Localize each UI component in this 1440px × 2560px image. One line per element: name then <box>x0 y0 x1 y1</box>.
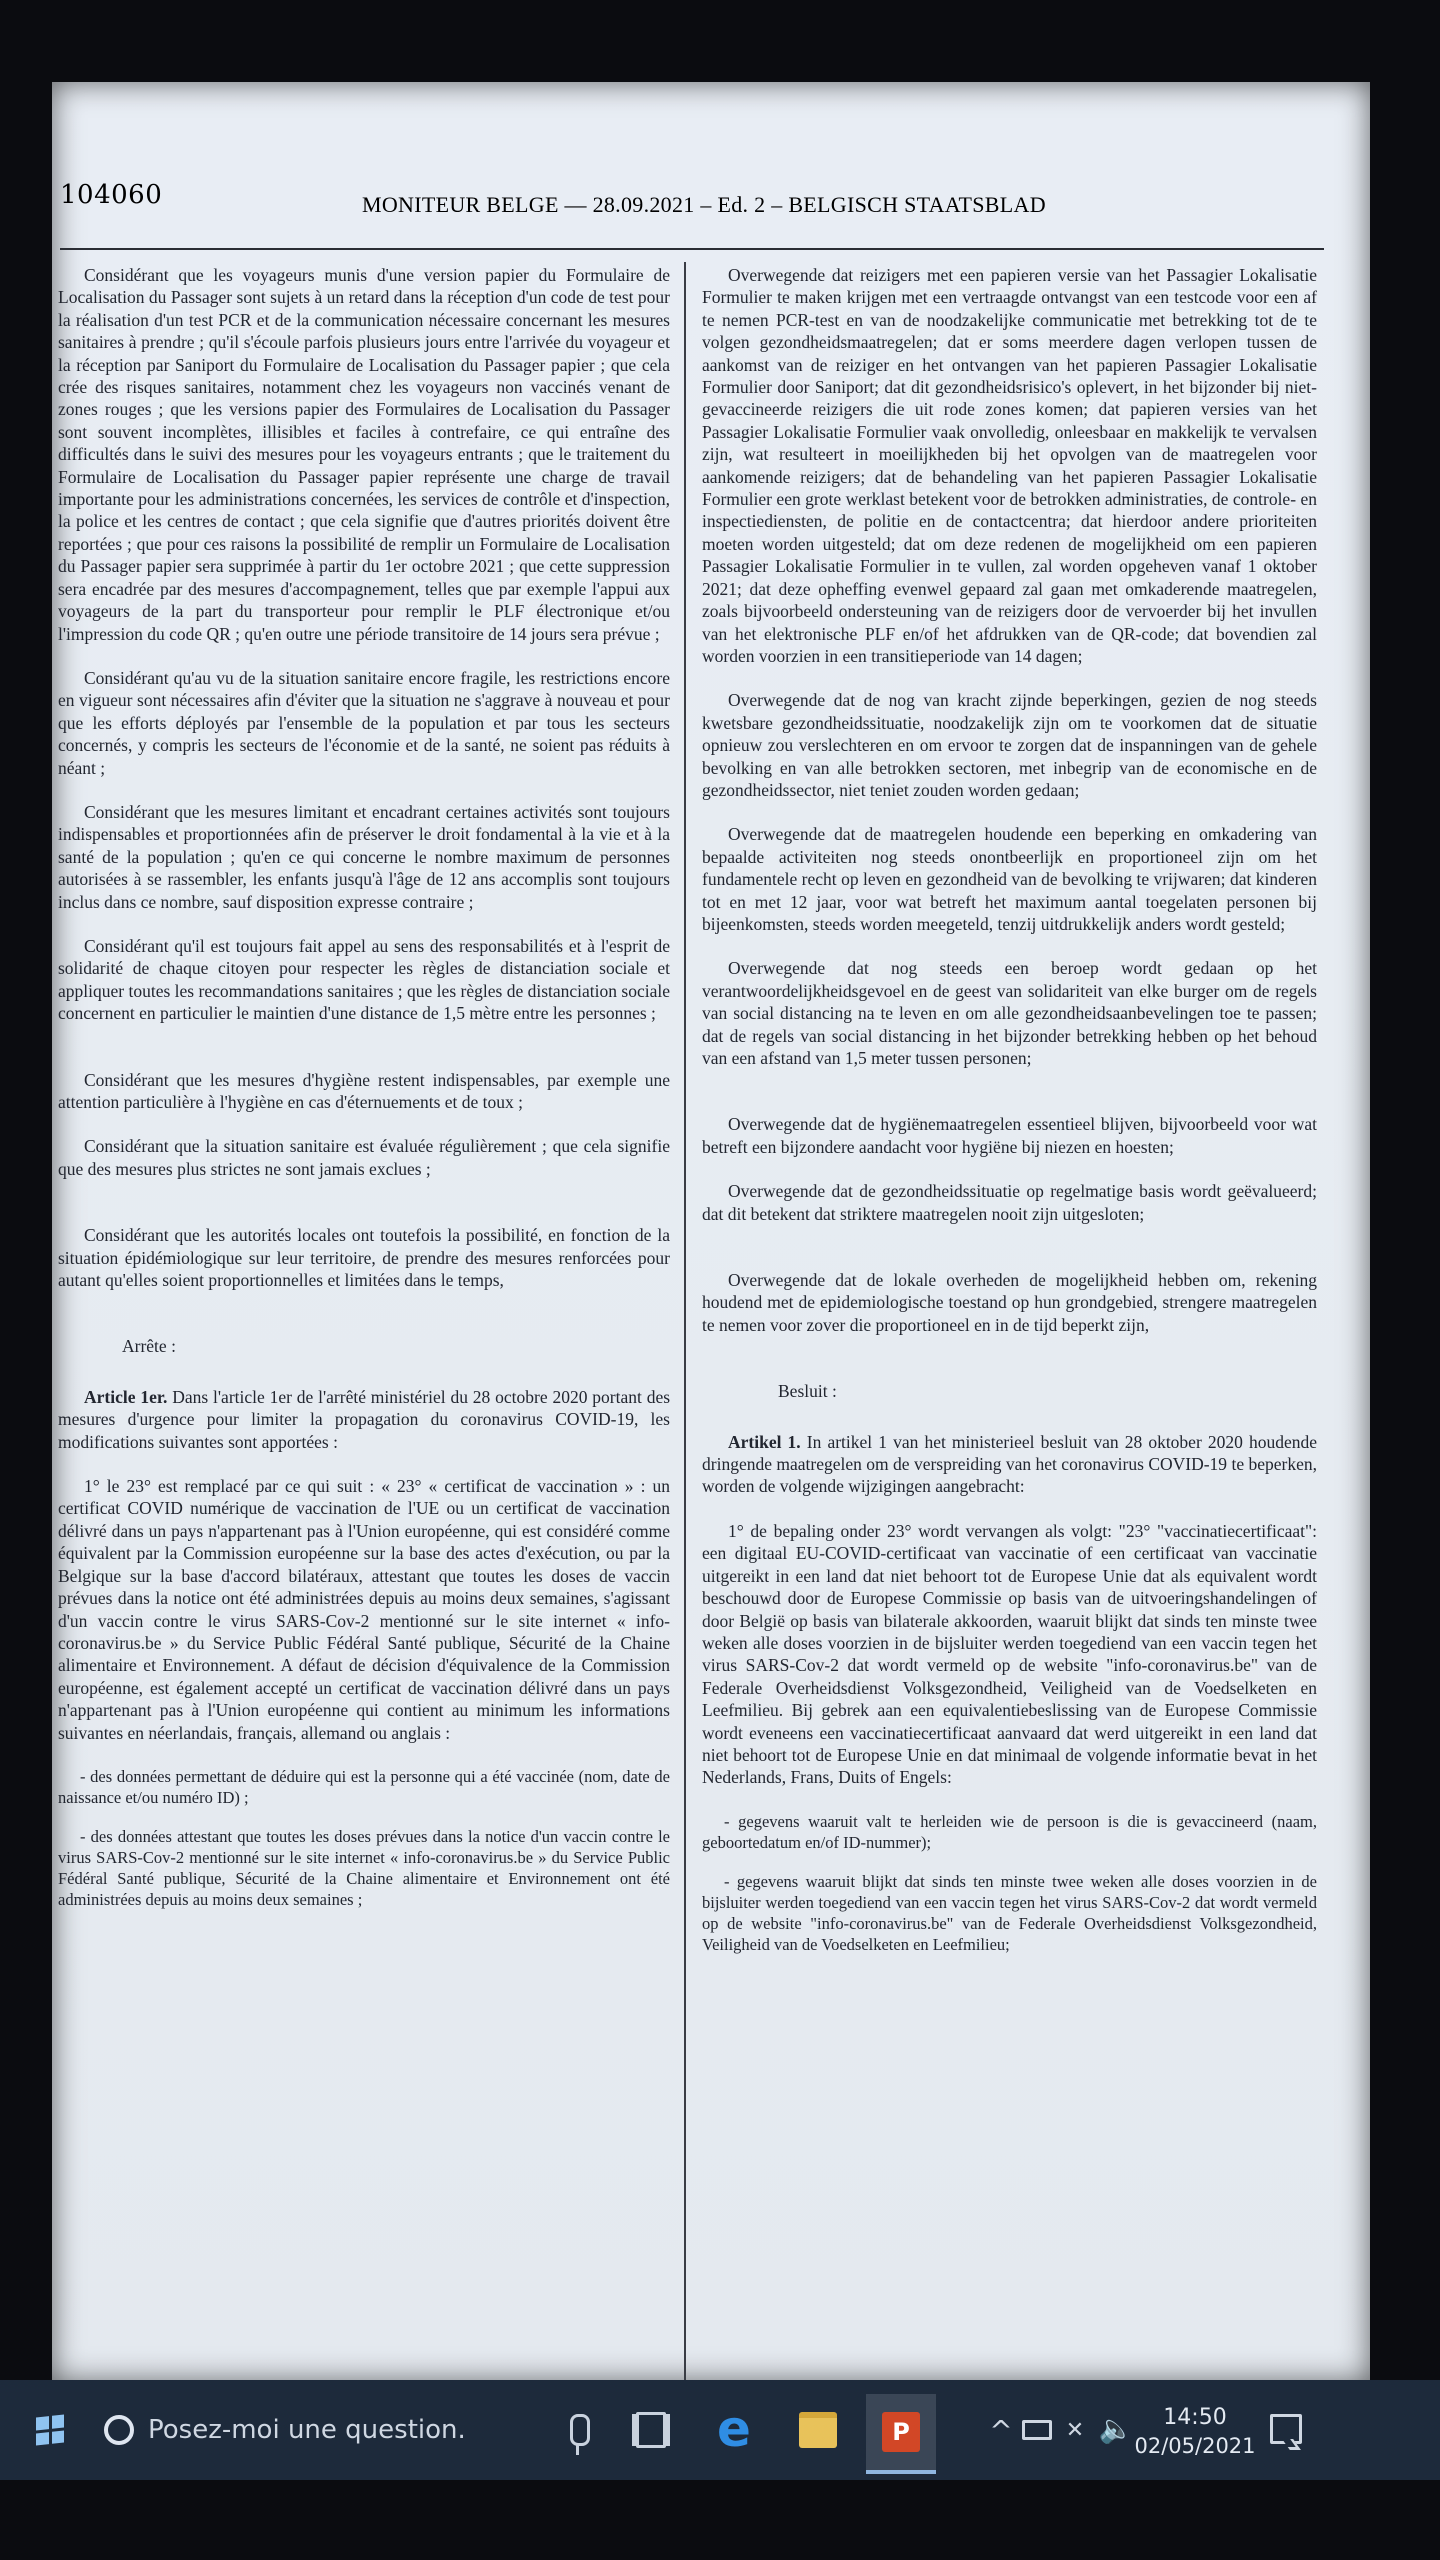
system-clock[interactable] <box>1134 2396 1256 2466</box>
nl-paragraph-1: Overwegende dat reizigers met een papieren versie van het Passagier Lokalisatie Formulier te maken krijgen met een vertraagde ontvangst van een testcode voor een af te nemen PCR-test en van de noodzakelijke communicatie met betrekking tot de te volgen gezondheidsmaatregelen; dat er soms meerdere dagen verlopen tussen de aankomst van de reiziger en het ontvangen van het papieren Passagier Lokalisatie Formulier door Saniport; dat dit gezondheidsrisico's oplevert, in het bijzonder bij niet-gevaccineerde reizigers die uit rode zones komen; dat papieren versies van het Passagier Lokalisatie Formulier vaak onvolledig, onleesbaar en makkelijk te vervalsen zijn, wat resulteert in moeilijkheden bij het opvolgen van de maatregelen voor aankomende reizigers; dat de behandeling van het papieren Passagier Lokalisatie Formulier een grote werklast betekent voor de betrokken administraties, de controle- en inspectiediensten, de politie en de contactcentra; dat hierdoor andere prioriteiten moeten worden uitgesteld; dat om deze redenen de mogelijkheid om een papieren Passagier Lokalisatie Formulier in te vullen, zal worden opgeheven vanaf 1 oktober 2021; dat deze opheffing evenwel gepaard zal gaan met omkaderende maatregelen, zoals bijvoorbeeld ondersteuning van de reizigers door de vervoerder bij het invullen van het elektronische PLF en/of het afdrukken van de QR-code; dat bovendien zal worden voorzien in een transitieperiode van 14 dagen; <box>702 265 1317 666</box>
nl-paragraph-6: Overwegende dat de gezondheidssituatie op regelmatige basis wordt geëvalueerd; dat dit betekent dat striktere maatregelen nooit zijn uitgesloten; <box>702 1181 1317 1224</box>
document-columns <box>52 258 1370 2382</box>
start-button[interactable] <box>18 2400 82 2460</box>
fr-article-text: Dans l'article 1er de l'arrêté ministériel du 28 octobre 2020 portant des mesures d'urgence pour limiter la propagation du coronavirus COVID-19, les modifications suivantes sont apportées : <box>58 1386 671 1452</box>
page-number: 104060 <box>60 180 163 210</box>
fr-paragraph-7: Considérant que les autorités locales ont toutefois la possibilité, en fonction de la situation épidémiologique sur leur territoire, de prendre des mesures renforcées pour autant qu'elles soient proportionnelles et limitées dans le temps, <box>58 1225 670 1291</box>
fr-arrete-heading: Arrête : <box>122 1336 176 1357</box>
windows-start-icon <box>36 2415 64 2446</box>
nl-article-text: In artikel 1 van het ministerieel besluit van 28 oktober 2020 houdende dringende maatregelen om de verspreiding van het coronavirus COVID-19 te beperken, worden de volgende wijzigingen aangebracht: <box>702 1431 1317 1497</box>
nl-bullet-2: - gegevens waaruit blijkt dat sinds ten minste twee weken alle doses voorzien in de bijsluiter werden toegediend van een vaccin tegen het virus SARS-Cov-2 dat wordt vermeld op de website "info-coronavirus.be" van de Federale Overheidsdienst Volksgezondheid, Veiligheid van de Voedselketen en Leefmilieu; <box>702 1871 1317 1954</box>
volume-icon[interactable]: 🔈 <box>1098 2411 1134 2445</box>
fr-article-1 <box>58 1386 670 1453</box>
battery-icon[interactable] <box>1020 2412 1054 2448</box>
document-viewer <box>52 82 1370 2382</box>
clock-date: 02/05/2021 <box>1134 2433 1256 2458</box>
taskbar <box>0 2380 1440 2480</box>
cortana-search-box[interactable] <box>96 2398 514 2462</box>
nl-bullet-1: - gegevens waaruit valt te herleiden wie de persoon is die is gevaccineerd (naam, geboortedatum en/of ID-nummer); <box>702 1811 1317 1852</box>
fr-bullet-1: - des données permettant de déduire qui est la personne qui a été vaccinée (nom, date de naissance et/ou numéro ID) ; <box>58 1766 670 1807</box>
dutch-column <box>702 264 1317 2382</box>
header-rule <box>60 248 1324 250</box>
search-placeholder: Posez-moi une question. <box>148 2415 466 2445</box>
fr-paragraph-1: Considérant que les voyageurs munis d'une version papier du Formulaire de Localisation du Passager sont sujets à un retard dans la réception d'un code de test pour la réalisation d'un test PCR et de la communication nécessaire concernant les mesures sanitaires à prendre ; qu'il s'écoule parfois plusieurs jours entre l'arrivée du voyageur et la réception par Saniport du Formulaire de Localisation du Passager papier ; que cela crée des risques sanitaires, notamment chez les voyageurs non vaccinés venant de zones rouges ; que les versions papier des Formulaires de Localisation du Passager sont souvent incomplètes, illisibles et faciles à contrefaire, ce qui entraîne des difficultés dans le suivi des mesures pour les voyageurs entrants ; que le traitement du Formulaire de Localisation du Passager papier représente une charge de travail importante pour les administrations concernées, les services de contrôle et d'inspection, la police et les centres de contact ; que cela signifie que d'autres priorités doivent être reportées ; que pour ces raisons la possibilité de remplir un Formulaire de Localisation du Passager papier sera supprimée à partir du 1er octobre 2021 ; que cette suppression sera encadrée par des mesures d'accompagnement, telles que par exemple l'appui aux voyageurs de la part du transporteur pour remplir le PLF électronique et/ou l'impression du code QR ; qu'en outre une période transitoire de 14 jours sera prévue ; <box>58 265 670 644</box>
cortana-icon <box>104 2415 134 2445</box>
nl-article-title: Artikel 1. <box>728 1431 801 1452</box>
fr-bullet-2: - des données attestant que toutes les doses prévues dans la notice d'un vaccin contre le virus SARS-Cov-2 mentionné sur le site internet « info-coronavirus.be » du Service Public Fédéral Santé publique, Sécurité de la Chaine alimentaire et Environnement ont été administrées depuis au moins deux semaines ; <box>58 1826 670 1909</box>
microphone-icon[interactable] <box>560 2406 600 2454</box>
nl-paragraph-4: Overwegende dat nog steeds een beroep wordt gedaan op het verantwoordelijkheidsgevoel en de geest van solidariteit van elke burger om de regels van social distancing na te leven en om alle gezondheidsaanbevelingen toe te passen; dat de regels van social distancing in het bijzonder betrekking hebben op het behoud van een afstand van 1,5 meter tussen personen; <box>702 958 1317 1068</box>
action-center-icon[interactable] <box>1264 2404 1308 2454</box>
tray-chevron-icon[interactable]: ^ <box>989 2413 1013 2447</box>
nl-besluit-heading: Besluit : <box>778 1381 837 1402</box>
page-header-title: MONITEUR BELGE — 28.09.2021 – Ed. 2 – BELGISCH STAATSBLAD <box>362 192 1046 217</box>
edge-browser-icon[interactable]: e <box>717 2400 751 2458</box>
column-divider <box>684 262 686 2382</box>
file-explorer-icon[interactable] <box>790 2400 846 2460</box>
fr-paragraph-8: 1° le 23° est remplacé par ce qui suit : « 23° « certificat de vaccination » : un certificat COVID numérique de vaccination de l'UE ou un certificat de vaccination délivré dans un pays n'appartenant pas à l'Union européenne, qui est considéré comme équivalent par la Commission européenne sur la base des actes d'exécution, ou par la Belgique sur la base d'accord bilatéraux, attestant que toutes les doses de vaccin prévues dans la notice ont été administrées depuis au moins deux semaines, s'agissant d'un vaccin contre le virus SARS-Cov-2 mentionné sur le site internet « info-coronavirus.be » du Service Public Fédéral Santé publique, Sécurité de la Chaine alimentaire et Environnement. A défaut de décision d'équivalence de la Commission européenne, est également accepté un certificat de vaccination délivré dans un pays n'appartenant pas à l'Union européenne qui contient au minimum les informations suivantes en néerlandais, français, allemand ou anglais : <box>58 1476 670 1743</box>
task-view-icon[interactable] <box>628 2402 674 2458</box>
nl-paragraph-5: Overwegende dat de hygiënemaatregelen essentieel blijven, bijvoorbeeld voor wat betreft een bijzondere aandacht voor hygiëne bij niezen en hoesten; <box>702 1114 1317 1157</box>
french-column <box>58 264 670 2382</box>
fr-paragraph-4: Considérant qu'il est toujours fait appel au sens des responsabilités et à l'esprit de solidarité de chaque citoyen pour respecter les règles de distanciation sociale et appliquer toutes les recommandations sanitaires ; que les règles de distanciation sociale concernent en particulier le maintien d'une distance de 1,5 mètre entre les personnes ; <box>58 935 670 1024</box>
nl-paragraph-7: Overwegende dat de lokale overheden de mogelijkheid hebben om, rekening houdend met de epidemiologische toestand op hun grondgebied, strengere maatregelen te nemen voor zover die proportioneel en in de tijd beperkt zijn, <box>702 1270 1317 1335</box>
fr-paragraph-6: Considérant que la situation sanitaire est évaluée régulièrement ; que cela signifie que des mesures plus strictes ne sont jamais exclues ; <box>58 1136 670 1179</box>
fr-paragraph-2: Considérant qu'au vu de la situation sanitaire encore fragile, les restrictions encore en vigueur sont nécessaires afin d'éviter que la situation ne s'aggrave à nouveau et pour que les efforts déployés par l'ensemble de la population et par tous les secteurs concernés, y compris les secteurs de l'économie et de la santé, ne soient pas réduits à néant ; <box>58 667 670 778</box>
fr-paragraph-5: Considérant que les mesures d'hygiène restent indispensables, par exemple une attention particulière à l'hygiène en cas d'éternuements et de toux ; <box>58 1069 670 1112</box>
fr-paragraph-3: Considérant que les mesures limitant et encadrant certaines activités sont toujours indispensables et proportionnées afin de préserver le droit fondamental à la vie et à la santé de la population ; qu'en ce qui concerne le nombre maximum de personnes autorisées à se rassembler, les enfants jusqu'à l'âge de 12 ans accomplis sont toujours inclus dans ce nombre, sauf disposition expresse contraire ; <box>58 801 670 912</box>
nl-paragraph-3: Overwegende dat de maatregelen houdende een beperking en omkadering van bepaalde activiteiten nog steeds onontbeerlijk en proportioneel zijn om het fundamentele recht op leven en gezondheid van de bevolking te vrijwaren; dat kinderen tot en met 12 jaar, voor wat betreft het maximum aantal toegelaten personen bij bijeenkomsten, steeds worden meegeteld, tenzij uitdrukkelijk anders wordt gesteld; <box>702 824 1317 934</box>
clock-time: 14:50 <box>1163 2404 1227 2430</box>
nl-article-1 <box>702 1431 1317 1498</box>
network-icon[interactable]: ✕ <box>1065 2417 1085 2443</box>
nl-paragraph-2: Overwegende dat de nog van kracht zijnde beperkingen, gezien de nog steeds kwetsbare gezondheidssituatie, noodzakelijk zijn om te voorkomen dat de situatie opnieuw zou verslechteren en om ervoor te zorgen dat de inspanningen van de gehele bevolking en van alle betrokken sectoren, met inbegrip van de economische en de gezondheidssector, niet teniet zouden worden gedaan; <box>702 690 1317 800</box>
fr-article-title: Article 1er. <box>84 1386 168 1407</box>
nl-paragraph-8: 1° de bepaling onder 23° wordt vervangen als volgt: "23° "vaccinatiecertificaat": een digitaal EU-COVID-certificaat van vaccinatie of een certificaat van vaccinatie uitgereikt in een land dat niet behoort tot de Europese Unie dat als equivalent wordt beschouwd door de Europese Commissie op basis van de uitvoeringshandelingen of door België op basis van bilaterale akkoorden, waaruit blijkt dat sinds ten minste twee weken alle doses voorzien in de bijsluiter werden toegediend van een vaccin tegen het virus SARS-Cov-2 dat wordt vermeld op de website "info-coronavirus.be" van de Federale Overheidsdienst Volksgezondheid, Veiligheid van de Voedselketen en Leefmilieu. Bij gebrek aan een equivalentiebeslissing van de Europese Commissie wordt eveneens een vaccinatiecertificaat aanvaard dat werd uitgereikt in een land dat niet behoort tot de Europese Unie en dat minimaal de volgende informatie bevat in het Nederlands, Frans, Duits of Engels: <box>702 1520 1317 1788</box>
powerpoint-icon[interactable]: P <box>866 2394 936 2474</box>
